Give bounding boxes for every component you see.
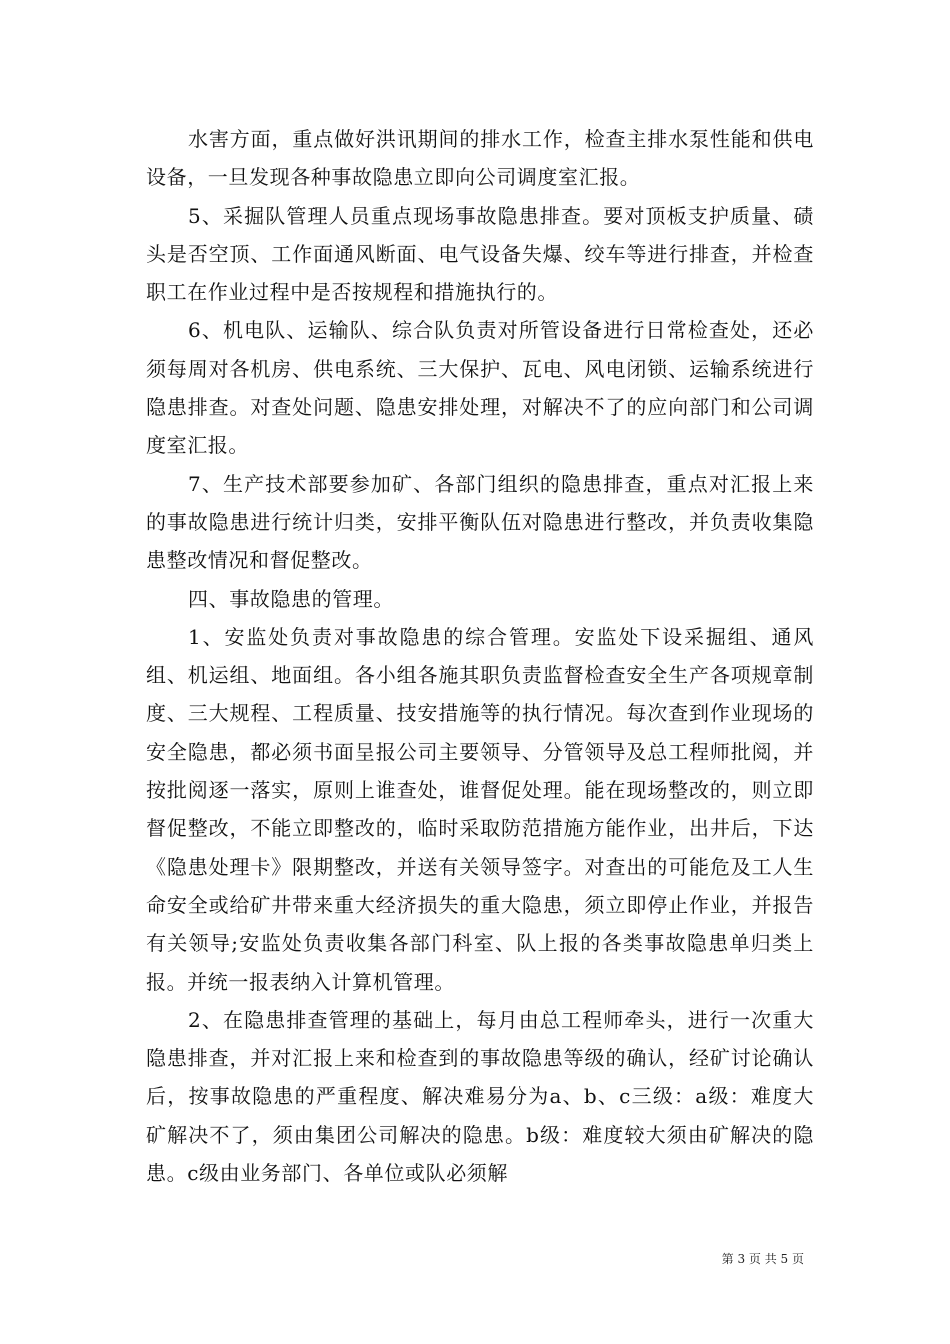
page-number-footer: 第 3 页 共 5 页 xyxy=(721,1252,804,1266)
document-body xyxy=(146,120,814,1192)
paragraph-item-6: 6、机电队、运输队、综合队负责对所管设备进行日常检查处，还必须每周对各机房、供电系统、三大保护、瓦电、风电闭锁、运输系统进行隐患排查。对查处问题、隐患安排处理，对解决不了的应向部门和公司调度室汇报。 xyxy=(146,318,814,458)
paragraph-item-5: 5、采掘队管理人员重点现场事故隐患排查。要对顶板支护质量、碛头是否空顶、工作面通风断面、电气设备失爆、绞车等进行排查，并检查职工在作业过程中是否按规程和措施执行的。 xyxy=(146,203,814,305)
paragraph-item-7: 7、生产技术部要参加矿、各部门组织的隐患排查，重点对汇报上来的事故隐患进行统计归类，安排平衡队伍对隐患进行整改，并负责收集隐患整改情况和督促整改。 xyxy=(146,471,814,573)
paragraph-management-2: 2、在隐患排查管理的基础上，每月由总工程师牵头，进行一次重大隐患排查，并对汇报上来和检查到的事故隐患等级的确认，经矿讨论确认后，按事故隐患的严重程度、解决难易分为a、b、c三级：a级：难度大矿解决不了，须由集团公司解决的隐患。b级：难度较大须由矿解决的隐患。c级由业务部门、各单位或队必须解 xyxy=(146,1007,814,1186)
paragraph-management-1: 1、安监处负责对事故隐患的综合管理。安监处下设采掘组、通风组、机运组、地面组。各小组各施其职负责监督检查安全生产各项规章制度、三大规程、工程质量、技安措施等的执行情况。每次查到作业现场的安全隐患，都必须书面呈报公司主要领导、分管领导及总工程师批阅，并按批阅逐一落实，原则上谁查处，谁督促处理。能在现场整改的，则立即督促整改，不能立即整改的，临时采取防范措施方能作业，出井后，下达《隐患处理卡》限期整改，并送有关领导签字。对查出的可能危及工人生命安全或给矿井带来重大经济损失的重大隐患，须立即停止作业，并报告有关领导;安监处负责收集各部门科室、队上报的各类事故隐患单归类上报。并统一报表纳入计算机管理。 xyxy=(146,624,814,994)
section-heading-four: 四、事故隐患的管理。 xyxy=(188,586,394,611)
paragraph-water-hazard: 水害方面，重点做好洪讯期间的排水工作，检查主排水泵性能和供电设备，一旦发现各种事故隐患立即向公司调度室汇报。 xyxy=(146,127,814,190)
